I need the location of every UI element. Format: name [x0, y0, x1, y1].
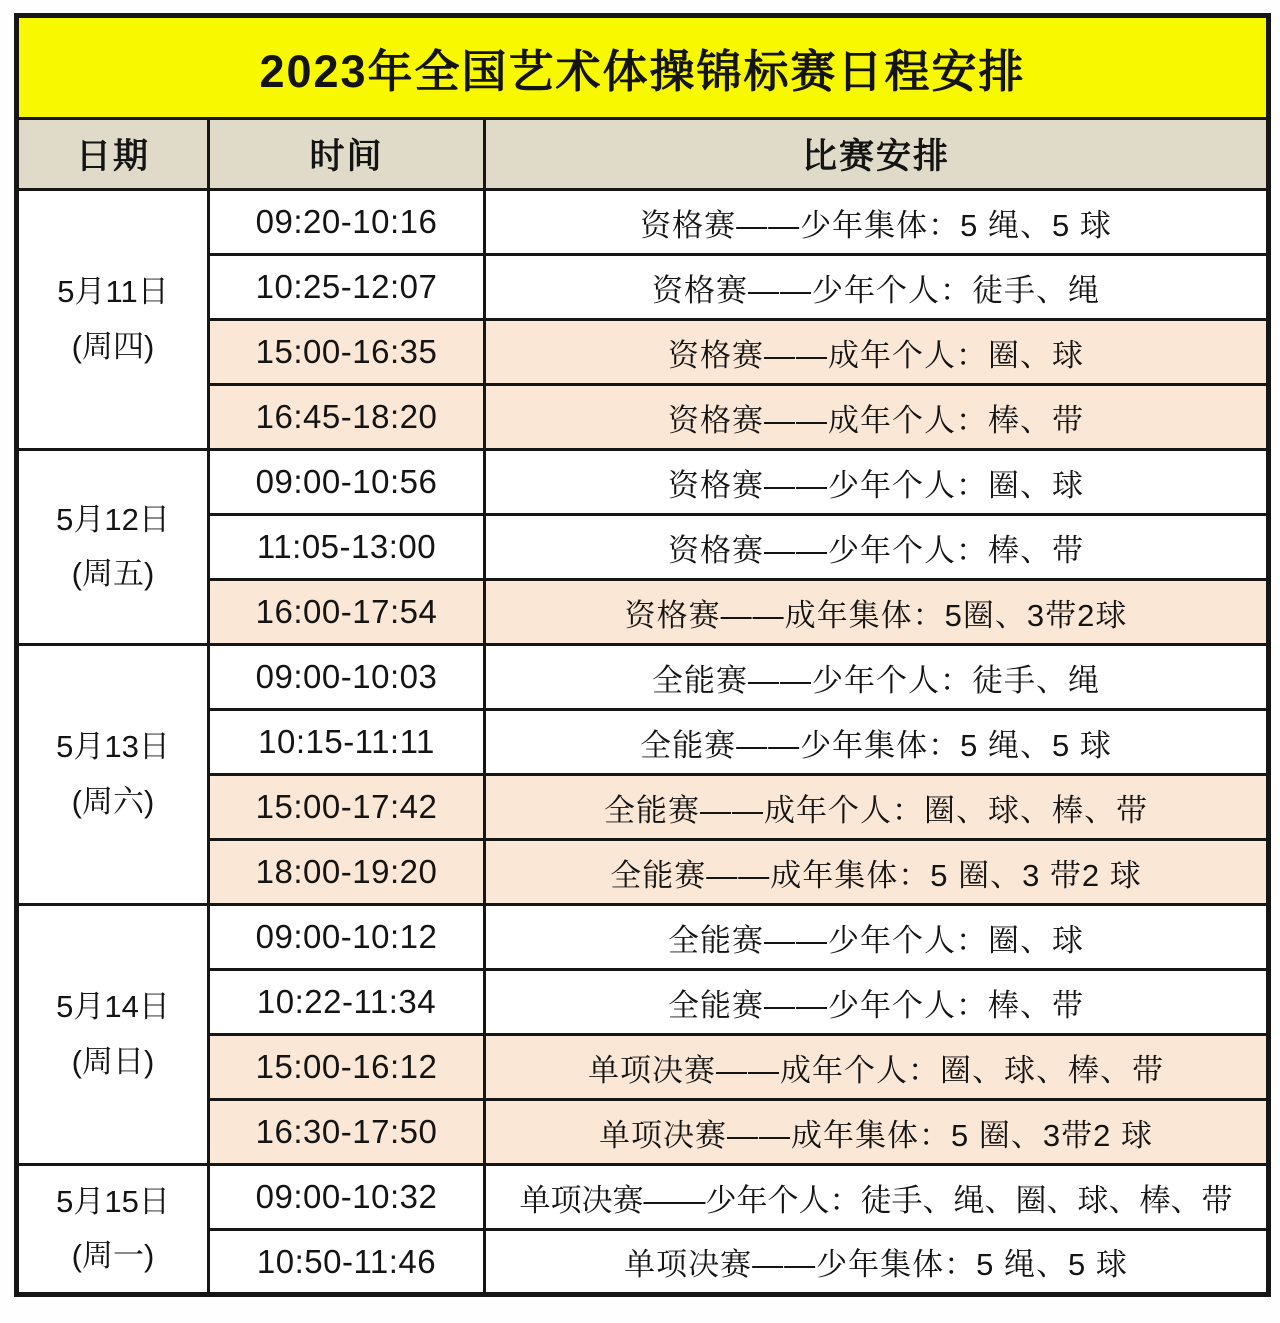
event-cell: 全能赛——成年个人：圈、球、棒、带: [485, 775, 1269, 840]
time-cell: 10:15-11:11: [209, 710, 485, 775]
event-cell: 单项决赛——少年集体：5 绳、5 球: [485, 1230, 1269, 1295]
date-line1: 5月14日: [56, 989, 170, 1025]
event-cell: 资格赛——成年集体：5圈、3带2球: [485, 580, 1269, 645]
event-cell: 资格赛——成年个人：圈、球: [485, 320, 1269, 385]
event-cell: 资格赛——少年个人：圈、球: [485, 450, 1269, 515]
date-cell: [17, 190, 209, 450]
time-cell: 16:30-17:50: [209, 1100, 485, 1165]
time-cell: 09:00-10:56: [209, 450, 485, 515]
date-line2: (周日): [71, 1043, 155, 1079]
table-row: [17, 450, 1269, 515]
date-line1: 5月12日: [56, 501, 170, 537]
date-line1: 5月13日: [56, 729, 170, 765]
table-row: [17, 905, 1269, 970]
event-cell: 单项决赛——成年个人：圈、球、棒、带: [485, 1035, 1269, 1100]
time-cell: 15:00-17:42: [209, 775, 485, 840]
time-cell: 10:50-11:46: [209, 1230, 485, 1295]
table-row: [17, 190, 1269, 255]
event-cell: 资格赛——少年个人：棒、带: [485, 515, 1269, 580]
time-cell: 11:05-13:00: [209, 515, 485, 580]
date-cell: [17, 645, 209, 905]
time-cell: 16:45-18:20: [209, 385, 485, 450]
date-cell: [17, 450, 209, 645]
event-cell: 全能赛——少年个人：棒、带: [485, 970, 1269, 1035]
date-line1: 5月11日: [57, 274, 169, 310]
date-line2: (周四): [71, 328, 155, 364]
date-cell: [17, 905, 209, 1165]
event-cell: 资格赛——成年个人：棒、带: [485, 385, 1269, 450]
event-cell: 资格赛——少年个人：徒手、绳: [485, 255, 1269, 320]
title-row: [17, 16, 1269, 119]
time-cell: 16:00-17:54: [209, 580, 485, 645]
time-cell: 09:00-10:32: [209, 1165, 485, 1230]
time-cell: 09:00-10:03: [209, 645, 485, 710]
header-time: 时间: [209, 119, 485, 190]
time-cell: 09:00-10:12: [209, 905, 485, 970]
event-cell: 资格赛——少年集体：5 绳、5 球: [485, 190, 1269, 255]
header-event: 比赛安排: [485, 119, 1269, 190]
date-line1: 5月15日: [56, 1183, 170, 1219]
time-cell: 10:22-11:34: [209, 970, 485, 1035]
table-row: [17, 1165, 1269, 1230]
header-row: [17, 119, 1269, 190]
event-cell: 全能赛——成年集体：5 圈、3 带2 球: [485, 840, 1269, 905]
page-title: 2023年全国艺术体操锦标赛日程安排: [17, 16, 1269, 119]
schedule-table: [14, 13, 1271, 1297]
date-cell: [17, 1165, 209, 1295]
event-cell: 单项决赛——成年集体：5 圈、3带2 球: [485, 1100, 1269, 1165]
date-line2: (周一): [71, 1238, 155, 1273]
event-cell: 全能赛——少年个人：徒手、绳: [485, 645, 1269, 710]
header-date: 日期: [17, 119, 209, 190]
time-cell: 18:00-19:20: [209, 840, 485, 905]
time-cell: 15:00-16:35: [209, 320, 485, 385]
event-cell: 全能赛——少年个人：圈、球: [485, 905, 1269, 970]
time-cell: 09:20-10:16: [209, 190, 485, 255]
event-cell: 单项决赛——少年个人：徒手、绳、圈、球、棒、带: [485, 1165, 1269, 1230]
date-line2: (周六): [71, 783, 155, 819]
time-cell: 15:00-16:12: [209, 1035, 485, 1100]
time-cell: 10:25-12:07: [209, 255, 485, 320]
date-line2: (周五): [71, 556, 155, 591]
event-cell: 全能赛——少年集体：5 绳、5 球: [485, 710, 1269, 775]
table-row: [17, 645, 1269, 710]
